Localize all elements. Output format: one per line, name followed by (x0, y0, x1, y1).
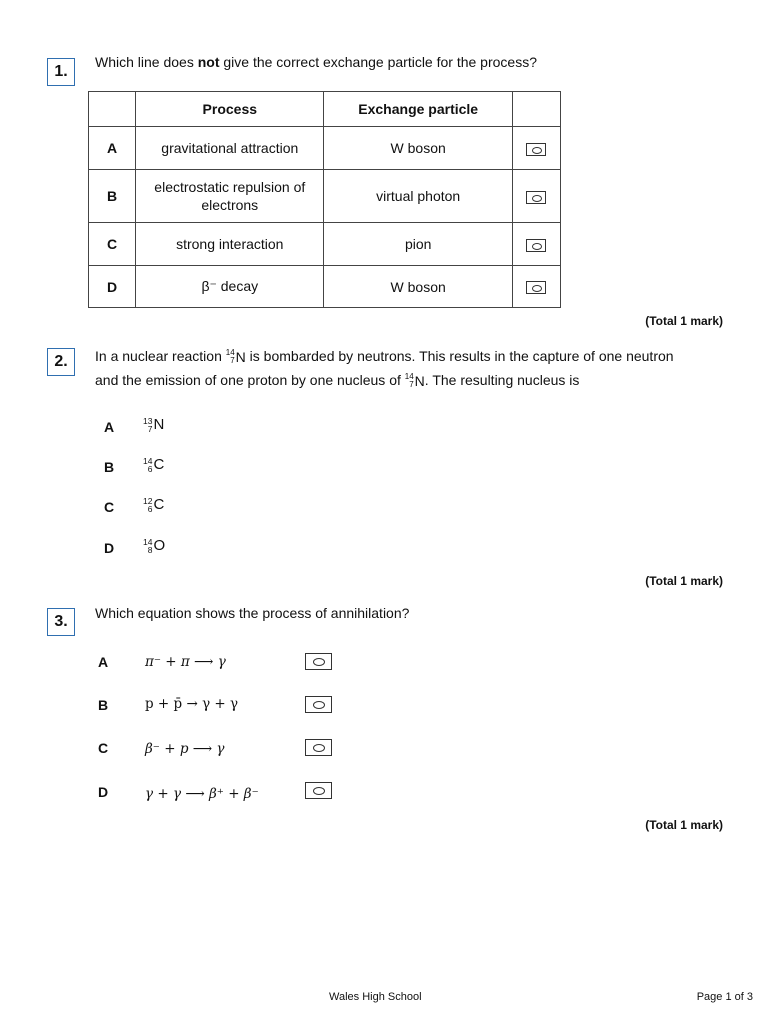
row-particle: W boson (324, 127, 512, 170)
exchange-particle-table (88, 91, 561, 308)
q3-total-mark: (Total 1 mark) (645, 818, 723, 832)
answer-oval-icon[interactable] (526, 143, 546, 156)
row-letter: D (89, 266, 136, 308)
nuclide-numbers (405, 373, 414, 389)
nuclide-n14-inline (405, 370, 425, 393)
q2-line2-post: . The resulting nucleus is (424, 371, 580, 388)
atomic-number: 6 (147, 463, 153, 474)
q3-option-letter-d: D (98, 784, 109, 800)
mass-number: 14 (225, 348, 235, 358)
q3-option-letter-a: A (98, 654, 109, 670)
row-process: gravitational attraction (136, 127, 324, 170)
answer-oval-icon[interactable] (305, 653, 332, 670)
atomic-number: 7 (147, 423, 153, 434)
q3-equation-c: β⁻ + p ⟶ γ (145, 741, 225, 757)
atomic-number: 7 (230, 356, 235, 366)
q3-answer-box-b[interactable] (305, 695, 332, 713)
question-2-line-1 (95, 345, 674, 369)
element-symbol: C (153, 456, 165, 473)
mass-number: 12 (143, 495, 153, 506)
header-answer (512, 92, 560, 127)
element-symbol: N (414, 372, 425, 389)
answer-oval-icon[interactable] (526, 191, 546, 204)
table-row (89, 223, 561, 266)
q3-answer-box-a[interactable] (305, 652, 332, 670)
element-symbol: C (153, 496, 165, 513)
q3-equation-a: π⁻ + π ⟶ γ (145, 654, 226, 670)
answer-oval-icon[interactable] (305, 739, 332, 756)
answer-oval-icon[interactable] (526, 239, 546, 252)
table-header-row (89, 92, 561, 127)
answer-box-d[interactable] (512, 266, 560, 308)
nuclide-numbers (143, 538, 152, 554)
q2-option-d[interactable] (143, 537, 165, 554)
header-process: Process (136, 92, 324, 127)
q2-option-letter-b: B (104, 459, 115, 475)
table-row (89, 170, 561, 223)
header-letter (89, 92, 136, 127)
nuclide-n14-inline (226, 346, 246, 369)
row-letter: B (89, 170, 136, 223)
q2-total-mark: (Total 1 mark) (645, 574, 723, 588)
question-number-2: 2. (47, 348, 75, 376)
header-exchange-particle: Exchange particle (324, 92, 512, 127)
nuclide-numbers (143, 497, 152, 513)
q3-equation-b: p + p̄ → γ + γ (145, 696, 239, 712)
nuclide-numbers (226, 349, 235, 365)
question-1-text (95, 51, 537, 74)
q2-line2-pre: and the emission of one proton by one nucleus of (95, 371, 405, 388)
row-process: β⁻ decay (136, 266, 324, 308)
q1-total-mark: (Total 1 mark) (645, 314, 723, 328)
mass-number: 14 (404, 372, 414, 382)
question-2-line-2 (95, 369, 674, 393)
row-particle: W boson (324, 266, 512, 308)
answer-oval-icon[interactable] (526, 281, 546, 294)
q2-line1-pre: In a nuclear reaction (95, 348, 226, 364)
row-particle: virtual photon (324, 170, 512, 223)
answer-box-b[interactable] (512, 170, 560, 223)
answer-box-a[interactable] (512, 127, 560, 170)
question-3-text: Which equation shows the process of annihilation? (95, 605, 410, 621)
nuclide-numbers (143, 417, 152, 433)
table-row (89, 266, 561, 308)
q2-option-letter-a: A (104, 419, 115, 435)
question-number-1: 1. (47, 58, 75, 86)
footer-page-number: Page 1 of 3 (696, 991, 753, 1003)
atomic-number: 7 (409, 380, 414, 390)
atomic-number: 8 (147, 544, 153, 555)
nuclide-numbers (143, 457, 152, 473)
row-process: electrostatic repulsion of electrons (136, 170, 324, 223)
row-letter: C (89, 223, 136, 266)
element-symbol: N (153, 416, 165, 433)
table-row (89, 127, 561, 170)
row-process: strong interaction (136, 223, 324, 266)
element-symbol: N (235, 348, 246, 365)
q2-option-letter-d: D (104, 540, 115, 556)
row-particle: pion (324, 223, 512, 266)
mass-number: 13 (143, 415, 153, 426)
q3-option-letter-c: C (98, 740, 109, 756)
atomic-number: 6 (147, 503, 153, 514)
footer-school-name: Wales High School (329, 991, 422, 1003)
answer-oval-icon[interactable] (305, 782, 332, 799)
q3-option-letter-b: B (98, 697, 109, 713)
question-2-text (95, 345, 674, 393)
q2-option-a[interactable] (143, 416, 164, 433)
mass-number: 14 (143, 536, 153, 547)
answer-box-c[interactable] (512, 223, 560, 266)
q3-answer-box-c[interactable] (305, 738, 332, 756)
element-symbol: O (153, 537, 166, 554)
question-1-text-bold: not (197, 54, 220, 70)
question-1-text-post: give the correct exchange particle for the process? (219, 54, 537, 70)
q2-option-c[interactable] (143, 496, 164, 513)
row-letter: A (89, 127, 136, 170)
q3-answer-box-d[interactable] (305, 781, 332, 799)
question-1-text-pre: Which line does (95, 54, 198, 70)
q2-option-b[interactable] (143, 456, 164, 473)
answer-oval-icon[interactable] (305, 696, 332, 713)
q2-option-letter-c: C (104, 499, 115, 515)
question-number-3: 3. (47, 608, 75, 636)
q3-equation-d: γ + γ ⟶ β⁺ + β⁻ (145, 786, 259, 802)
q2-line1-post: is bombarded by neutrons. This results in the capture of one neutron (245, 348, 674, 364)
mass-number: 14 (143, 455, 153, 466)
